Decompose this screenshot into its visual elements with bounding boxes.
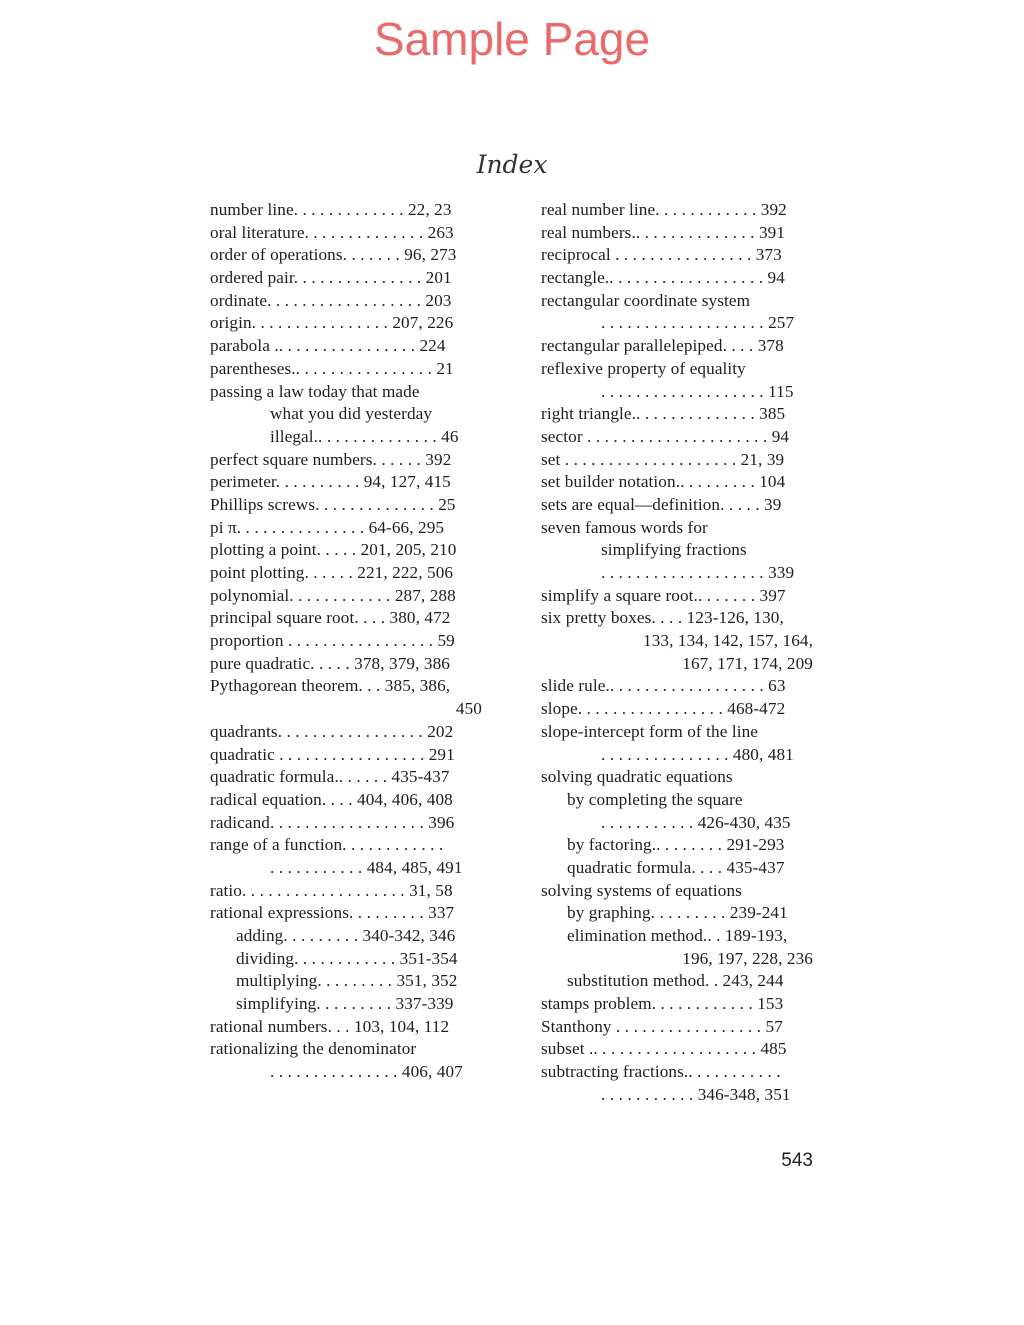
index-entry: slide rule.. . . . . . . . . . . . . . . . . . 63	[541, 676, 786, 696]
index-entry: slope. . . . . . . . . . . . . . . . . 468-472	[541, 699, 786, 719]
index-entry: . . . . . . . . . . . . . . . . . . . 339	[601, 563, 795, 582]
index-entry: illegal.. . . . . . . . . . . . . . 46	[270, 426, 459, 446]
index-entry: ordinate. . . . . . . . . . . . . . . . . . 203	[210, 290, 452, 310]
index-entry: simplifying fractions	[601, 540, 747, 560]
index-entry: order of operations. . . . . . . 96, 273	[210, 245, 457, 265]
index-entry: set builder notation.. . . . . . . . . 104	[541, 472, 786, 492]
index-entry: proportion . . . . . . . . . . . . . . . . . 59	[210, 631, 455, 651]
index-entry: origin. . . . . . . . . . . . . . . . 207, 226	[210, 313, 454, 333]
index-entry: ordered pair. . . . . . . . . . . . . . . 201	[210, 268, 452, 288]
index-column-left	[210, 199, 482, 1084]
index-entry: rectangle.. . . . . . . . . . . . . . . . . . 94	[541, 268, 785, 288]
index-entry: pure quadratic. . . . . 378, 379, 386	[210, 653, 450, 673]
index-entry: rational numbers. . . 103, 104, 112	[210, 1016, 450, 1036]
index-entry: rational expressions. . . . . . . . . 337	[210, 903, 455, 923]
index-entry: passing a law today that made	[210, 381, 420, 401]
index-entry: radicand. . . . . . . . . . . . . . . . . . 396	[210, 812, 455, 832]
index-entry: reciprocal . . . . . . . . . . . . . . . . 373	[541, 245, 782, 265]
index-entry: set . . . . . . . . . . . . . . . . . . . . 21, 39	[541, 449, 785, 469]
index-entry: seven famous words for	[541, 517, 708, 537]
index-entry: . . . . . . . . . . . . . . . . . . . 257	[601, 313, 795, 333]
index-entry: quadrants. . . . . . . . . . . . . . . . . 202	[210, 721, 454, 741]
index-entry: radical equation. . . . 404, 406, 408	[210, 789, 453, 809]
index-entry: subtracting fractions.. . . . . . . . . . .	[541, 1062, 781, 1082]
index-entry: by completing the square	[567, 789, 743, 809]
index-entry: . . . . . . . . . . . 484, 485, 491	[270, 857, 463, 877]
index-entry: . . . . . . . . . . . . . . . . . . . 115	[601, 381, 794, 401]
index-entry: polynomial. . . . . . . . . . . . 287, 288	[210, 585, 456, 605]
index-entry: ratio. . . . . . . . . . . . . . . . . . . 31, 58	[210, 880, 453, 900]
index-entry: perimeter. . . . . . . . . . 94, 127, 415	[210, 472, 451, 492]
index-heading: Index	[476, 150, 548, 179]
index-entry: quadratic formula. . . . 435-437	[567, 857, 785, 877]
index-entry: elimination method.. . 189-193,	[567, 926, 788, 945]
index-entry: solving quadratic equations	[541, 767, 733, 787]
index-entry: by graphing. . . . . . . . . 239-241	[567, 903, 788, 923]
index-entry: slope-intercept form of the line	[541, 721, 759, 741]
index-entry: rationalizing the denominator	[210, 1039, 417, 1059]
index-entry: Phillips screws. . . . . . . . . . . . . . 25	[210, 494, 456, 514]
index-entry: perfect square numbers. . . . . . 392	[210, 449, 452, 469]
index-entry: plotting a point. . . . . 201, 205, 210	[210, 540, 457, 560]
index-entry: pi π. . . . . . . . . . . . . . . 64-66, 295	[210, 517, 445, 537]
index-entry: quadratic . . . . . . . . . . . . . . . . . 291	[210, 744, 455, 764]
index-entry: rectangular coordinate system	[541, 290, 751, 310]
index-entry: multiplying. . . . . . . . . 351, 352	[236, 971, 458, 991]
page-number: 543	[781, 1150, 813, 1171]
index-entry: range of a function. . . . . . . . . . . .	[210, 835, 444, 855]
index-entry: 196, 197, 228, 236	[682, 948, 813, 968]
index-entry: stamps problem. . . . . . . . . . . . 153	[541, 994, 784, 1014]
index-entry: rectangular parallelepiped. . . . 378	[541, 336, 784, 356]
index-entry: solving systems of equations	[541, 880, 742, 900]
sample-page-watermark: Sample Page	[373, 13, 651, 65]
index-entry: Pythagorean theorem. . . 385, 386,	[210, 676, 451, 696]
index-entry: real numbers.. . . . . . . . . . . . . . 391	[541, 222, 786, 242]
index-entry: oral literature. . . . . . . . . . . . . . 263	[210, 222, 454, 242]
index-entry: what you did yesterday	[270, 404, 433, 424]
index-entry: by factoring.. . . . . . . . 291-293	[567, 835, 785, 855]
index-entry: 167, 171, 174, 209	[682, 653, 813, 673]
index-entry: sets are equal—definition. . . . . 39	[541, 494, 782, 514]
index-entry: Stanthony . . . . . . . . . . . . . . . . . 57	[541, 1016, 783, 1036]
index-entry: number line. . . . . . . . . . . . . 22, 23	[210, 200, 452, 219]
index-entry: principal square root. . . . 380, 472	[210, 608, 451, 628]
index-entry: . . . . . . . . . . . . . . . 480, 481	[601, 744, 794, 764]
index-entry: quadratic formula.. . . . . . 435-437	[210, 767, 450, 787]
index-entry: simplify a square root.. . . . . . . 397	[541, 585, 786, 605]
index-entry: adding. . . . . . . . . 340-342, 346	[236, 926, 456, 945]
index-entry: real number line. . . . . . . . . . . . 392	[541, 200, 787, 219]
index-entry: parabola .. . . . . . . . . . . . . . . . 224	[210, 336, 446, 356]
index-entry: . . . . . . . . . . . 426-430, 435	[601, 812, 791, 832]
index-entry: . . . . . . . . . . . 346-348, 351	[601, 1084, 791, 1104]
index-entry: . . . . . . . . . . . . . . . 406, 407	[270, 1062, 463, 1082]
index-entry: 133, 134, 142, 157, 164,	[643, 631, 813, 651]
index-entry: substitution method. . 243, 244	[567, 971, 784, 991]
index-entry: parentheses.. . . . . . . . . . . . . . . . 21	[210, 358, 454, 378]
index-entry: point plotting. . . . . . 221, 222, 506	[210, 563, 454, 582]
index-entry: six pretty boxes. . . . 123-126, 130,	[541, 608, 784, 628]
index-column-right	[541, 199, 813, 1107]
index-entry: simplifying. . . . . . . . . 337-339	[236, 994, 454, 1014]
index-entry: subset .. . . . . . . . . . . . . . . . . . . 485	[541, 1039, 787, 1059]
index-entry: 450	[455, 699, 482, 719]
index-entry: right triangle.. . . . . . . . . . . . . . 385	[541, 404, 786, 424]
index-entry: dividing. . . . . . . . . . . . 351-354	[236, 948, 458, 968]
index-entry: sector . . . . . . . . . . . . . . . . . . . . . 94	[541, 426, 790, 446]
index-entry: reflexive property of equality	[541, 358, 746, 378]
